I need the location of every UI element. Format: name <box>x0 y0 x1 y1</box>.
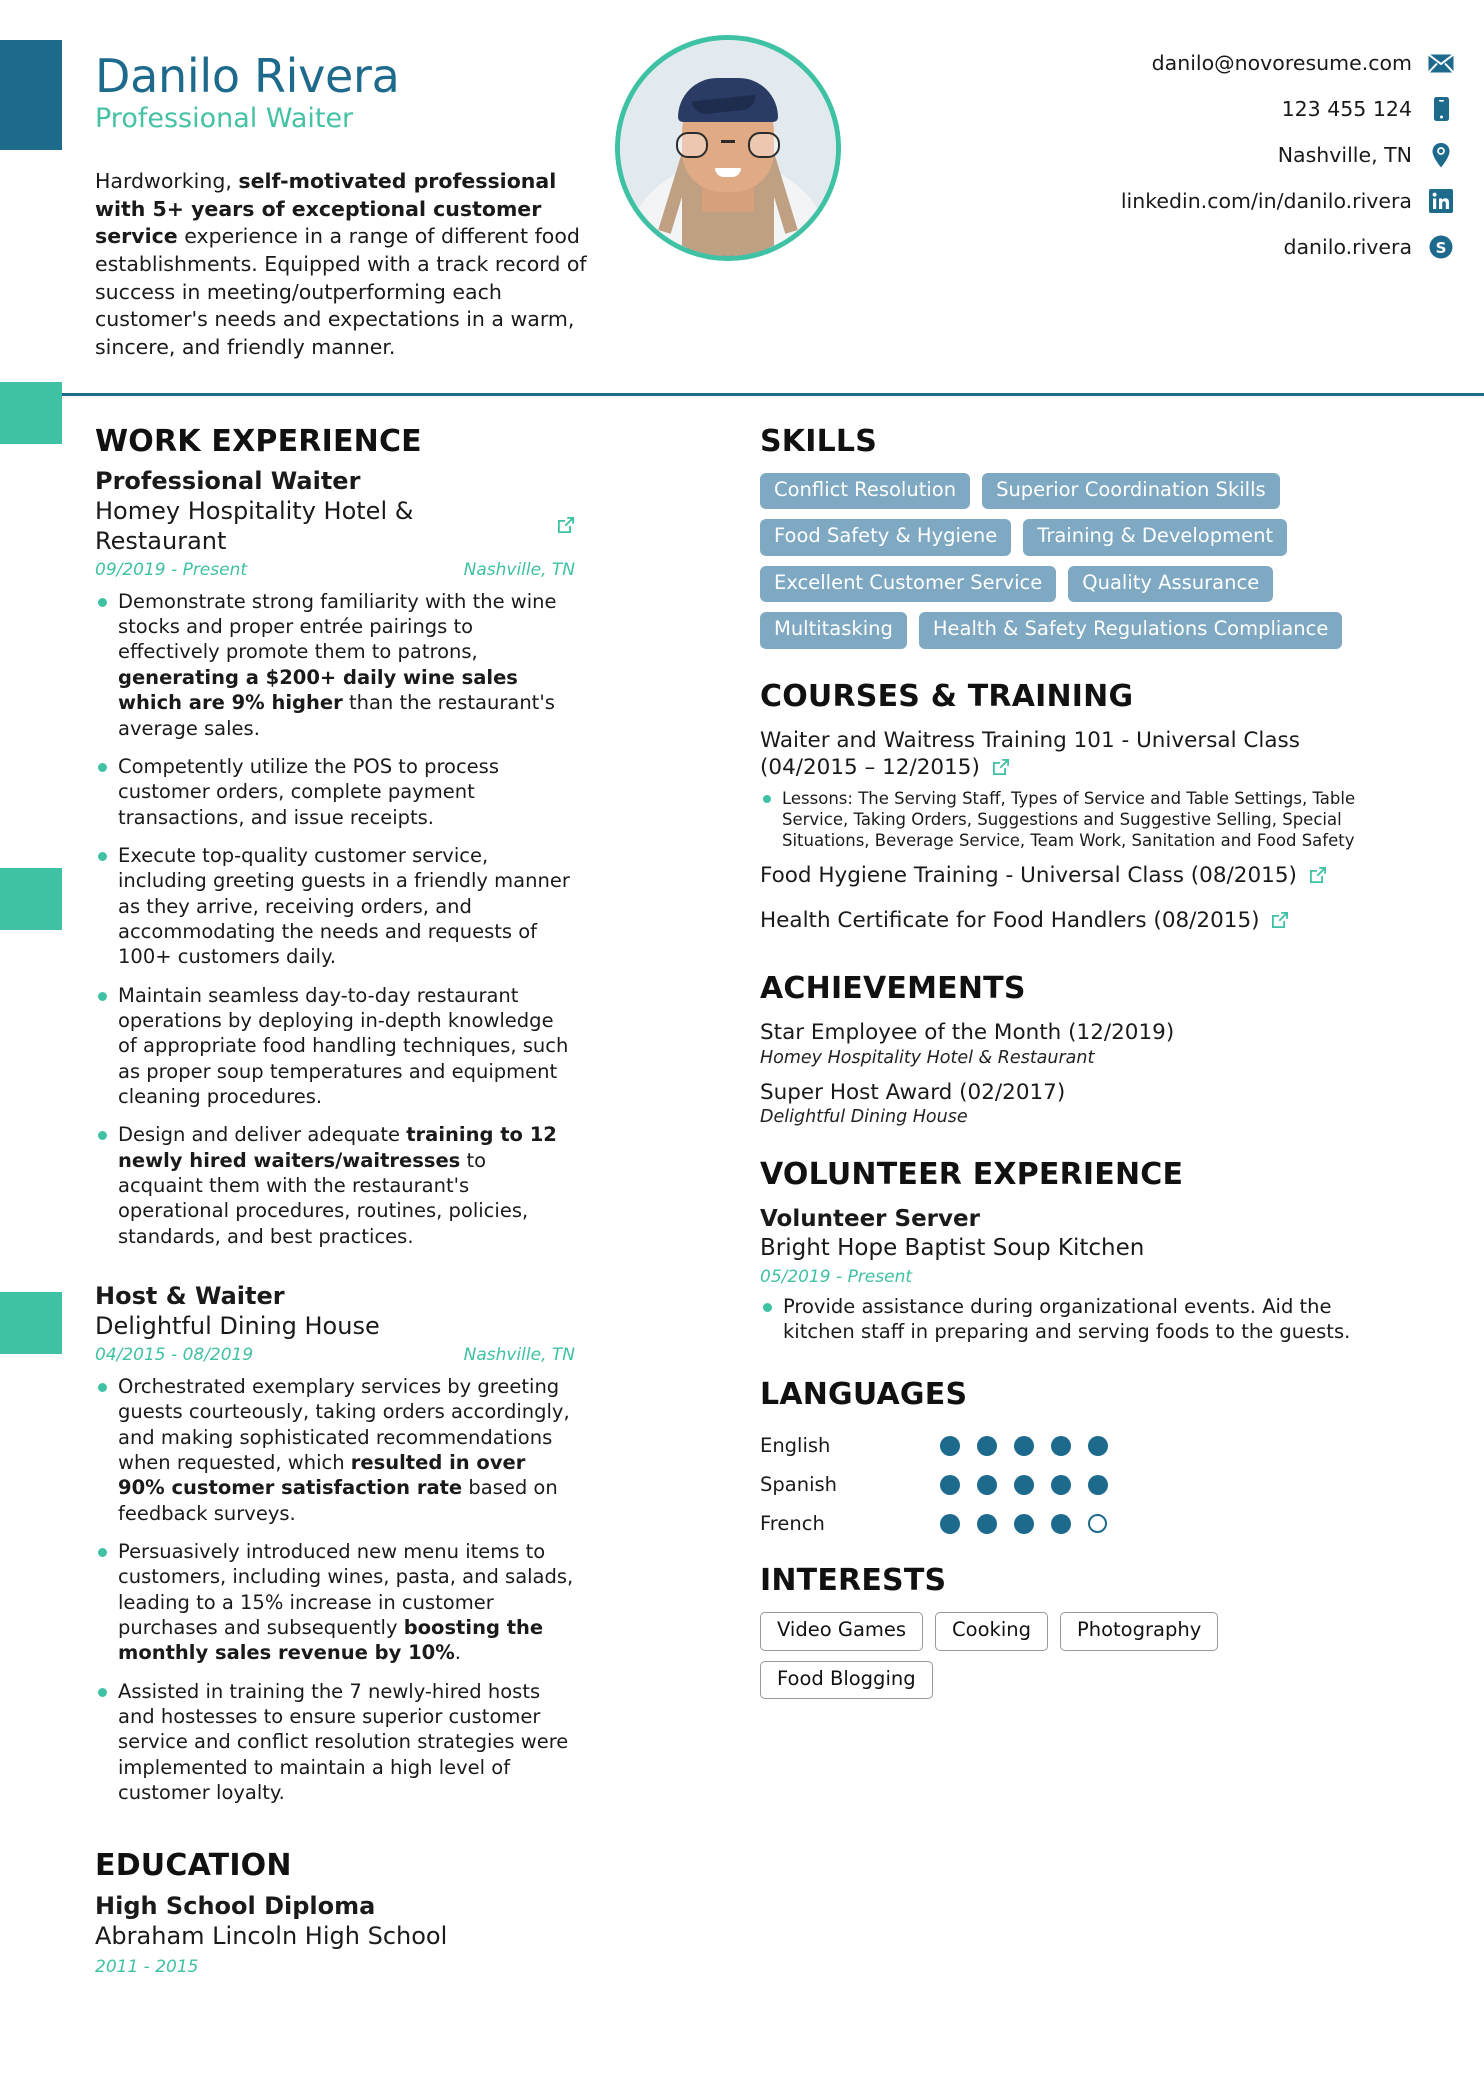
interest-tag: Video Games <box>760 1612 923 1650</box>
skill-tag: Quality Assurance <box>1068 566 1273 602</box>
achievement-entry <box>760 1080 1400 1128</box>
contact-item-phone[interactable] <box>914 86 1454 132</box>
section-title-work-experience: WORK EXPERIENCE <box>95 424 422 459</box>
level-dot-filled <box>1051 1436 1071 1456</box>
email-icon <box>1428 50 1454 76</box>
external-link-icon[interactable] <box>1309 865 1327 892</box>
skill-tag: Food Safety & Hygiene <box>760 519 1011 555</box>
language-level-dots <box>940 1436 1108 1456</box>
level-dot-filled <box>940 1475 960 1495</box>
accent-square-job2 <box>0 868 62 930</box>
interest-tag: Photography <box>1060 1612 1218 1650</box>
level-dot-filled <box>940 1514 960 1534</box>
job-bullet-list <box>95 1374 575 1806</box>
bullet-pre: Assisted in training the 7 newly-hired hosts and hostesses to ensure superior customer service and conflict resolution strategies were implemented to maintain a high level of customer loyalty. <box>118 1679 569 1804</box>
phone-icon <box>1428 96 1454 122</box>
linkedin-icon <box>1428 188 1454 214</box>
education-section <box>95 1848 575 1976</box>
level-dot-filled <box>1051 1475 1071 1495</box>
contact-phone-text: 123 455 124 <box>1281 97 1412 121</box>
job-company <box>95 1311 575 1341</box>
external-link-icon[interactable] <box>1271 910 1289 937</box>
accent-square-work <box>0 382 62 444</box>
contact-list <box>914 40 1454 270</box>
job-company-label: Delightful Dining House <box>95 1311 380 1340</box>
language-name: Spanish <box>760 1473 838 1497</box>
avatar-image <box>620 40 836 256</box>
interest-tag: Cooking <box>935 1612 1048 1650</box>
resume-header <box>0 0 1484 390</box>
level-dot-filled <box>1088 1436 1108 1456</box>
level-dot-filled <box>1051 1514 1071 1534</box>
section-title-volunteer: VOLUNTEER EXPERIENCE <box>760 1157 1184 1193</box>
list-item: Provide assistance during organizational events. Aid the kitchen staff in preparing and serving foods to the guests. <box>760 1294 1400 1345</box>
job-company <box>95 496 575 556</box>
list-item <box>95 1539 575 1666</box>
contact-item-skype[interactable] <box>914 224 1454 270</box>
interest-tag: Food Blogging <box>760 1661 933 1699</box>
external-link-icon[interactable] <box>992 757 1010 784</box>
skill-tag: Excellent Customer Service <box>760 566 1056 602</box>
contact-email-text: danilo@novoresume.com <box>1151 51 1412 75</box>
header-accent-block <box>0 40 62 150</box>
identity-block <box>95 49 615 135</box>
courses-section <box>760 679 1400 937</box>
language-row-french <box>760 1504 1400 1543</box>
section-title-courses: COURSES & TRAINING <box>760 678 1134 714</box>
interests-tag-list <box>760 1612 1400 1699</box>
section-title-interests: INTERESTS <box>760 1563 947 1599</box>
accent-square-education <box>0 1292 62 1354</box>
bullet-bold: generating a $200+ daily wine sales which are 9% higher <box>118 665 518 715</box>
course-detail-list <box>760 788 1400 851</box>
achievement-org: Delightful Dining House <box>760 1107 968 1128</box>
course-entry <box>760 728 1400 851</box>
achievement-name: Star Employee of the Month (12/2019) <box>760 1019 1175 1045</box>
skill-tag: Superior Coordination Skills <box>982 473 1280 509</box>
achievement-name: Super Host Award (02/2017) <box>760 1079 1066 1105</box>
level-dot-filled <box>1014 1436 1034 1456</box>
level-dot-filled <box>1088 1475 1108 1495</box>
list-item: Lessons: The Serving Staff, Types of Service and Table Settings, Table Service, Taking Orders, Suggestions and Suggestive Selling, Special Situations, Beverage Service, Team Work, Sanitation and Food Safety <box>760 788 1400 851</box>
work-entry <box>95 467 575 1249</box>
language-level-dots <box>940 1475 1108 1495</box>
job-bullet-list <box>95 589 575 1249</box>
education-school: Abraham Lincoln High School <box>95 1922 448 1951</box>
avatar <box>615 35 841 261</box>
section-title-languages: LANGUAGES <box>760 1377 968 1413</box>
header-divider <box>0 393 1484 396</box>
left-column <box>95 424 575 1977</box>
list-item <box>95 1122 575 1249</box>
job-dates: 09/2019 - Present <box>95 559 248 580</box>
list-item <box>95 589 575 741</box>
bullet-pre: Design and deliver adequate <box>118 1123 407 1147</box>
svg-text:S: S <box>1435 239 1447 257</box>
contact-item-email[interactable] <box>914 40 1454 86</box>
education-dates: 2011 - 2015 <box>95 1956 199 1977</box>
level-dot-filled <box>977 1475 997 1495</box>
course-name-label: Waiter and Waitress Training 101 - Universal Class (04/2015 – 12/2015) <box>760 727 1300 780</box>
list-item <box>95 1679 575 1806</box>
education-degree: High School Diploma <box>95 1892 376 1921</box>
language-name: French <box>760 1512 825 1536</box>
external-link-icon[interactable] <box>557 511 575 541</box>
location-pin-icon <box>1428 142 1454 168</box>
right-column <box>760 424 1400 1699</box>
course-name <box>760 908 1400 937</box>
volunteer-org: Bright Hope Baptist Soup Kitchen <box>760 1235 1145 1262</box>
bullet-bold: resulted in over 90% customer satisfaction rate <box>118 1450 526 1500</box>
skill-tag: Conflict Resolution <box>760 473 970 509</box>
summary-pre: Hardworking, <box>95 169 239 193</box>
language-name: English <box>760 1434 831 1458</box>
level-dot-empty <box>1088 1514 1107 1533</box>
course-entry <box>760 908 1400 937</box>
bullet-pre: Competently utilize the POS to process customer orders, complete payment transactions, and issue receipts. <box>118 754 500 829</box>
summary-bold: self-motivated professional with 5+ years of exceptional customer service <box>95 169 557 249</box>
level-dot-filled <box>1014 1475 1034 1495</box>
section-title-achievements: ACHIEVEMENTS <box>760 970 1026 1006</box>
bullet-pre: Demonstrate strong familiarity with the wine stocks and proper entrée pairings to effectively promote them to patrons, <box>118 589 557 664</box>
summary-post: experience in a range of different food establishments. Equipped with a track record of success in meeting/outperforming each customer's needs and expectations in a warm, sincere, and friendly manner. <box>95 224 587 360</box>
job-meta <box>95 1345 575 1365</box>
volunteer-dates: 05/2019 - Present <box>760 1266 913 1287</box>
volunteer-role: Volunteer Server <box>760 1206 980 1233</box>
skill-tag: Multitasking <box>760 612 907 648</box>
list-item <box>95 843 575 970</box>
contact-skype-text: danilo.rivera <box>1283 235 1412 259</box>
job-dates: 04/2015 - 08/2019 <box>95 1344 254 1365</box>
bullet-pre: Orchestrated exemplary services by greeting guests courteously, taking orders accordingly, and making sophisticated recommendations when requested, which <box>118 1374 570 1474</box>
level-dot-filled <box>1014 1514 1034 1534</box>
course-name <box>760 728 1400 784</box>
bullet-bold: boosting the monthly sales revenue by 10% <box>118 1615 544 1665</box>
job-location: Nashville, TN <box>463 559 575 580</box>
work-entry <box>95 1282 575 1805</box>
bullet-pre: Maintain seamless day-to-day restaurant operations by deploying in-depth knowledge of appropriate food handling techniques, such as proper soup temperatures and equipment cleaning procedures. <box>118 983 569 1108</box>
section-title-skills: SKILLS <box>760 424 878 459</box>
job-meta <box>95 560 575 580</box>
job-role: Professional Waiter <box>95 467 361 495</box>
contact-location-text: Nashville, TN <box>1277 143 1412 167</box>
bullet-post: based on feedback surveys. <box>118 1476 558 1525</box>
course-name <box>760 863 1400 892</box>
section-title-education: EDUCATION <box>95 1848 292 1884</box>
level-dot-filled <box>940 1436 960 1456</box>
header-job-title: Professional Waiter <box>95 103 354 135</box>
bullet-pre: Persuasively introduced new menu items to customers, including wines, pasta, and salads, leading to a 15% increase in customer purchases and subsequently <box>118 1539 574 1639</box>
skills-section <box>760 424 1400 649</box>
level-dot-filled <box>977 1514 997 1534</box>
languages-section <box>760 1377 1400 1543</box>
bullet-post: . <box>454 1641 461 1665</box>
skills-tag-list <box>760 473 1400 649</box>
list-item <box>95 983 575 1110</box>
course-name-label: Food Hygiene Training - Universal Class (08/2015) <box>760 862 1297 888</box>
level-dot-filled <box>977 1436 997 1456</box>
contact-item-linkedin[interactable] <box>914 178 1454 224</box>
volunteer-bullet-list <box>760 1294 1400 1345</box>
language-level-dots <box>940 1514 1107 1534</box>
skype-icon <box>1428 234 1454 260</box>
bullet-bold: training to 12 newly hired waiters/waitresses <box>118 1123 557 1172</box>
bullet-pre: Execute top-quality customer service, including greeting guests in a friendly manner as they arrive, receiving orders, and accommodating the needs and requests of 100+ customers daily. <box>118 843 570 969</box>
list-item <box>95 754 575 830</box>
volunteer-section <box>760 1157 1400 1344</box>
interests-section <box>760 1563 1400 1699</box>
job-company-label: Homey Hospitality Hotel & Restaurant <box>95 496 414 555</box>
achievement-org: Homey Hospitality Hotel & Restaurant <box>760 1047 1095 1068</box>
job-location: Nashville, TN <box>463 1344 575 1365</box>
skill-tag: Health & Safety Regulations Compliance <box>919 612 1342 648</box>
bullet-post: to acquaint them with the restaurant's operational procedures, routines, policies, standards, and best practices. <box>118 1148 529 1248</box>
course-entry <box>760 863 1400 892</box>
job-role: Host & Waiter <box>95 1282 285 1311</box>
bullet-post: than the restaurant's average sales. <box>118 691 555 740</box>
contact-item-location[interactable] <box>914 132 1454 178</box>
list-item <box>95 1374 575 1526</box>
achievements-section <box>760 971 1400 1128</box>
course-name-label: Health Certificate for Food Handlers (08/2015) <box>760 907 1260 933</box>
achievement-entry <box>760 1020 1400 1068</box>
page-title: Danilo Rivera <box>95 49 400 103</box>
profile-summary <box>95 168 605 362</box>
language-row-english <box>760 1426 1400 1465</box>
contact-linkedin-text: linkedin.com/in/danilo.rivera <box>1120 189 1412 213</box>
language-row-spanish <box>760 1465 1400 1504</box>
skill-tag: Training & Development <box>1023 519 1287 555</box>
